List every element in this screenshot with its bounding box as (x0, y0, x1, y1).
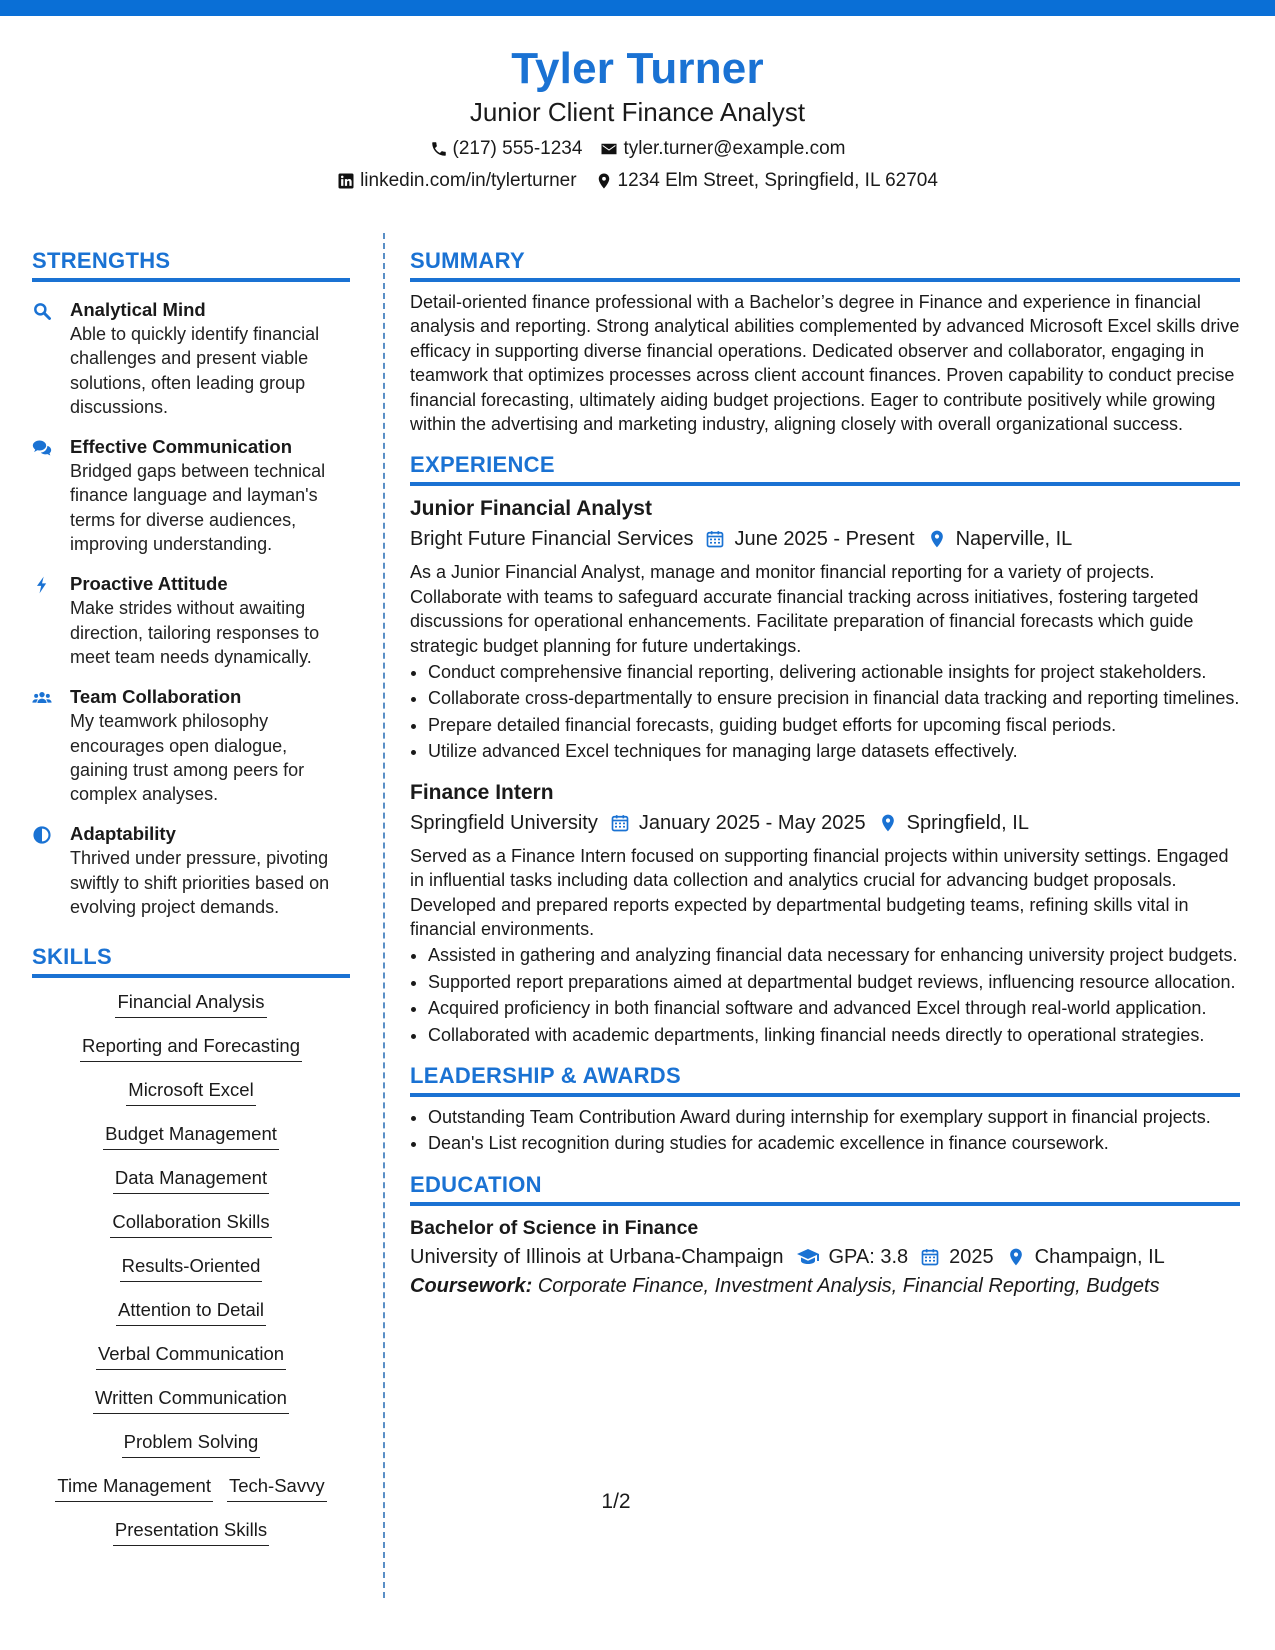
strength-title: Proactive Attitude (70, 573, 228, 595)
phone-icon (430, 140, 448, 158)
leadership-heading: LEADERSHIP & AWARDS (410, 1062, 1240, 1097)
school-location: Champaign, IL (1034, 1245, 1165, 1268)
list-item: • Utilize advanced Excel techniques for managing large datasets effectively. (428, 739, 1240, 763)
job-description: Served as a Finance Intern focused on supporting financial projects within university settings. Engaged in influential tasks including data collection and analytics crucial for advancing budget proposals. Developed and prepared reports expected by departmental budgeting teams, refining skills vital in financial environments. (410, 845, 1229, 939)
list-item: • Supported report preparations aimed at departmental budget reviews, influencing resource allocation. (428, 970, 1240, 994)
education-heading: EDUCATION (410, 1171, 1240, 1206)
list-item: • Conduct comprehensive financial reporting, delivering actionable insights for project stakeholders. (428, 660, 1240, 684)
address-contact (595, 167, 938, 195)
calendar-icon (610, 813, 630, 833)
skill-tag: Problem Solving (122, 1430, 261, 1458)
strength-item (32, 685, 350, 806)
strength-desc: Thrived under pressure, pivoting swiftly to shift priorities based on evolving project demands. (70, 848, 330, 918)
linkedin-icon (337, 172, 355, 190)
job-location: Springfield, IL (906, 811, 1029, 834)
company-name: Springfield University (410, 811, 598, 834)
strengths-heading: STRENGTHS (32, 247, 350, 282)
skill-tag: Data Management (113, 1166, 269, 1194)
calendar-icon (705, 529, 725, 549)
skill-tag: Verbal Communication (96, 1342, 286, 1370)
calendar-icon (920, 1247, 940, 1267)
strength-item (32, 435, 350, 556)
skill-tag: Financial Analysis (115, 990, 266, 1018)
users-icon (32, 688, 52, 708)
left-column (32, 247, 350, 1562)
skills-heading: SKILLS (32, 943, 350, 978)
strength-desc: Make strides without awaiting direction, tailoring responses to meet team needs dynamically. (70, 598, 320, 667)
map-pin-icon (878, 813, 898, 833)
top-accent-bar (0, 0, 1275, 16)
strength-title: Team Collaboration (70, 686, 242, 708)
coursework-list: Corporate Finance, Investment Analysis, Financial Reporting, Budgets (537, 1274, 1160, 1297)
graduation-cap-icon (796, 1245, 820, 1269)
coursework-label: Coursework: (410, 1274, 533, 1297)
column-divider (383, 233, 385, 1598)
strength-title: Analytical Mind (70, 299, 206, 320)
strength-desc: My teamwork philosophy encourages open dialogue, gaining trust among peers for complex analyses. (70, 711, 305, 805)
job-entry (410, 778, 1240, 1047)
candidate-name: Tyler Turner (511, 44, 764, 93)
skill-tag: Presentation Skills (113, 1518, 269, 1546)
job-bullets (410, 943, 1240, 1047)
skill-tag: Tech-Savvy (227, 1474, 327, 1502)
school-name: University of Illinois at Urbana-Champaign (410, 1245, 784, 1268)
map-pin-icon (1006, 1247, 1026, 1267)
skill-tag: Reporting and Forecasting (80, 1034, 302, 1062)
degree-name: Bachelor of Science in Finance (410, 1216, 699, 1239)
strength-item (32, 822, 350, 919)
list-item: • Collaborated with academic departments, linking financial needs directly to operational strategies. (428, 1023, 1240, 1047)
strength-desc: Able to quickly identify financial challenges and present viable solutions, often leading group discussions. (70, 324, 320, 417)
candidate-title: Junior Client Finance Analyst (469, 97, 806, 127)
map-pin-icon (927, 529, 947, 549)
list-item: • Acquired proficiency in both financial software and advanced Excel through real-world application. (428, 996, 1240, 1020)
right-column (410, 247, 1240, 1300)
summary-text: Detail-oriented finance professional with a Bachelor’s degree in Finance and experience in financial analysis and reporting. Strong analytical abilities complemented by advanced Microsoft Excel skills drive efficacy in supporting diverse financial operations. Dedicated observer and collaborator, engaging in teamwork that optimizes processes across client account finances. Proven capability to conduct precise financial forecasting, ultimately aiding budget projections. Eager to contribute positively while growing within the advertising and marketing industry, aligning closely with overall organizational success. (410, 292, 1240, 435)
list-item: • Collaborate cross-departmentally to ensure precision in financial data tracking and reporting timelines. (428, 686, 1240, 710)
strength-desc: Bridged gaps between technical finance language and layman's terms for diverse audiences, improving understanding. (70, 461, 326, 555)
list-item: • Assisted in gathering and analyzing financial data necessary for enhancing university project budgets. (428, 943, 1240, 967)
job-bullets (410, 660, 1240, 764)
list-item: • Dean's List recognition during studies for academic excellence in finance coursework. (428, 1131, 1240, 1155)
resume-header (0, 42, 1275, 195)
linkedin-url: linkedin.com/in/tylerturner (360, 170, 577, 191)
strength-item (32, 572, 350, 669)
job-dates: January 2025 - May 2025 (638, 811, 866, 834)
skill-tag: Attention to Detail (116, 1298, 266, 1326)
job-title: Junior Financial Analyst (410, 497, 652, 521)
phone-contact[interactable] (430, 135, 583, 163)
education-meta (410, 1242, 1240, 1272)
phone-number: (217) 555-1234 (452, 138, 583, 159)
list-item: • Outstanding Team Contribution Award during internship for exemplary support in financial projects. (428, 1105, 1240, 1129)
skill-tag: Budget Management (103, 1122, 279, 1150)
summary-heading: SUMMARY (410, 247, 1240, 282)
strength-title: Adaptability (70, 823, 176, 845)
map-pin-icon (595, 172, 613, 190)
skill-tag: Results-Oriented (120, 1254, 263, 1282)
search-icon (32, 301, 52, 321)
job-meta (410, 524, 1240, 554)
linkedin-contact[interactable] (337, 167, 576, 195)
experience-heading: EXPERIENCE (410, 451, 1240, 486)
job-entry (410, 494, 1240, 763)
email-address: tyler.turner@example.com (623, 138, 846, 159)
email-contact[interactable] (600, 135, 845, 163)
company-name: Bright Future Financial Services (410, 528, 694, 551)
list-item: • Prepare detailed financial forecasts, guiding budget efforts for upcoming fiscal periods. (428, 713, 1240, 737)
coursework (410, 1272, 1240, 1300)
skill-tag: Collaboration Skills (110, 1210, 271, 1238)
job-title: Finance Intern (410, 780, 554, 804)
job-description: As a Junior Financial Analyst, manage and monitor financial reporting for a variety of projects. Collaborate with teams to safeguard accurate financial tracking across initiatives, fostering targeted discussions for operational enhancements. Facilitate preparation of financial forecasts which guide strategic budget planning for future undertakings. (410, 562, 1199, 656)
comments-icon (32, 438, 52, 458)
strength-item (32, 298, 350, 419)
skill-tag: Microsoft Excel (126, 1078, 255, 1106)
page-number: 1/2 (601, 1490, 631, 1513)
contact-row-1 (0, 135, 1275, 163)
street-address: 1234 Elm Street, Springfield, IL 62704 (617, 170, 938, 191)
contact-row-2 (0, 167, 1275, 195)
leadership-bullets (410, 1105, 1240, 1156)
job-location: Naperville, IL (955, 528, 1073, 551)
gpa: GPA: 3.8 (828, 1245, 909, 1268)
envelope-icon (600, 140, 618, 158)
strength-title: Effective Communication (70, 436, 293, 458)
adjust-icon (32, 825, 52, 845)
skill-tag: Written Communication (93, 1386, 289, 1414)
bolt-icon (32, 575, 52, 595)
graduation-year: 2025 (949, 1245, 994, 1268)
skill-tag: Time Management (55, 1474, 213, 1502)
skills-list (32, 990, 350, 1546)
job-dates: June 2025 - Present (734, 528, 915, 551)
job-meta (410, 808, 1240, 838)
